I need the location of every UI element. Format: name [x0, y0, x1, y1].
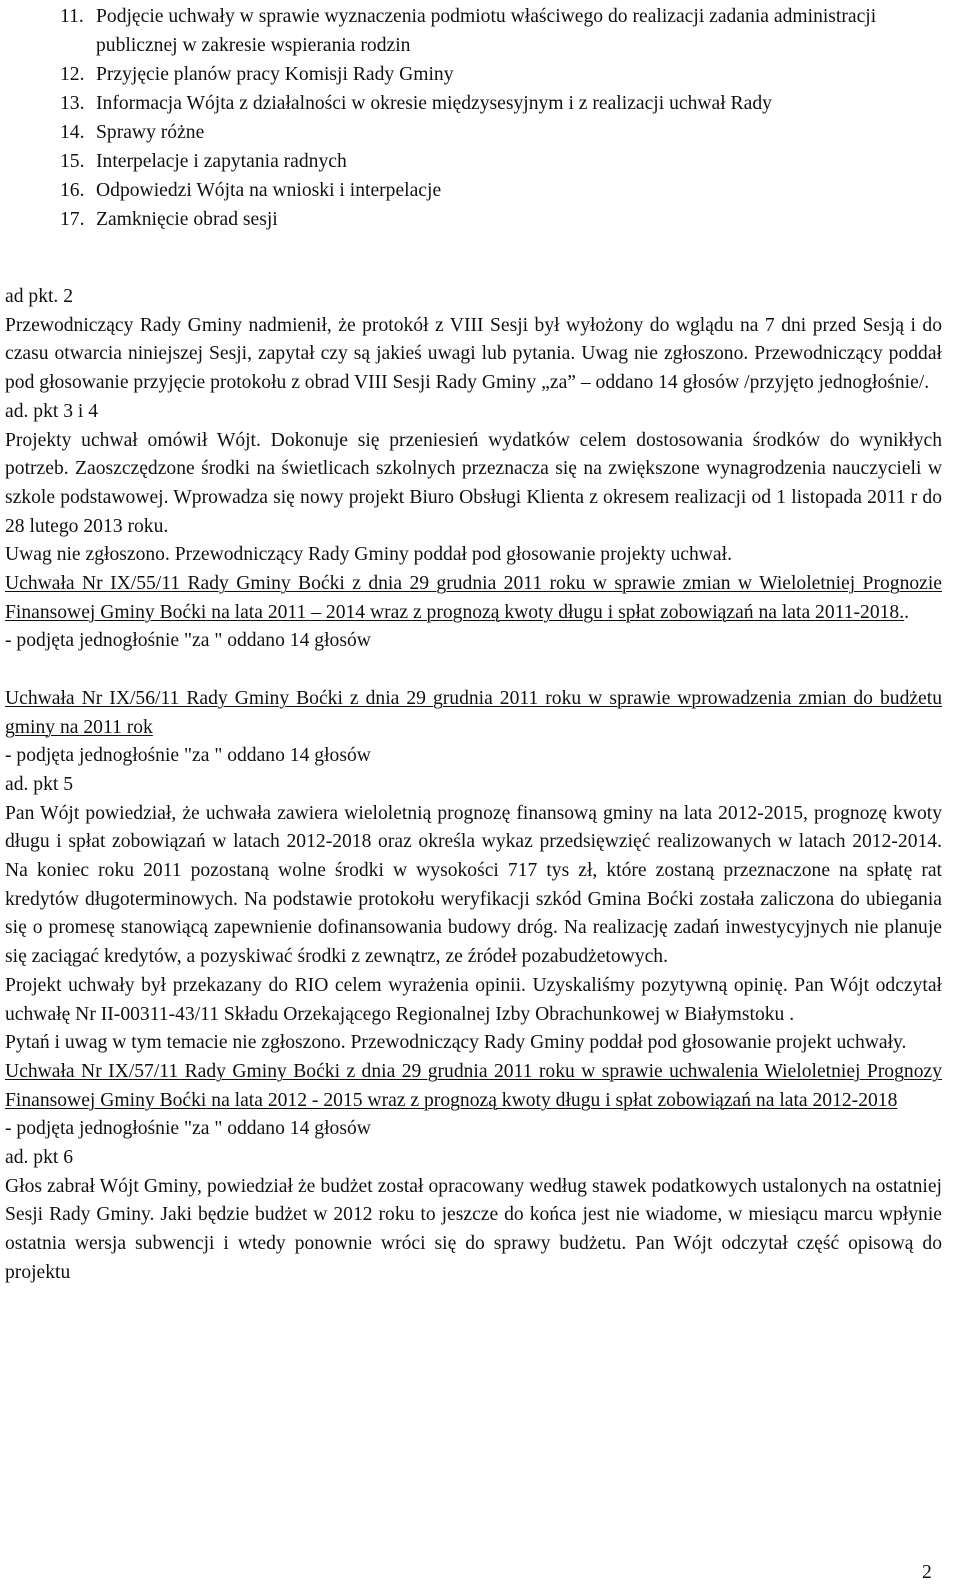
- agenda-number: 15.: [60, 151, 85, 172]
- paragraph-vote-request: Uwag nie zgłoszono. Przewodniczący Rady Gminy poddał pod głosowanie projekty uchwał.: [5, 544, 732, 566]
- minutes-body: [5, 283, 942, 1288]
- paragraph-pkt-3-4: Projekty uchwał omówił Wójt. Dokonuje się przeniesień wydatków celem dostosowania środków do wynikłych potrzeb. Zaoszczędzone środki na świetlicach szkolnych przeznacza się na zwiększone wynagrodzenia nauczycieli w szkole podstawowej. Wprowadza się nowy projekt Biuro Obsługi Klienta z okresem realizacji od 1 listopada 2011 r do 28 lutego 2013 roku.: [5, 429, 942, 537]
- agenda-number: 13.: [60, 93, 85, 114]
- agenda-item-16: [60, 176, 940, 205]
- paragraph-pkt-5: Pan Wójt powiedział, że uchwała zawiera wieloletnią prognozę finansową gminy na lata 2012-2015, prognozę kwoty długu i spłat zobowiązań w latach 2012-2018 oraz określa wykaz przedsięwzięć realizowanych w latach 2012-2014. Na koniec roku 2011 pozostaną wolne środki w wysokości 717 tys zł, które zostaną przeznaczone na spłatę rat kredytów długoterminowych. Na podstawie protokołu weryfikacji szkód Gmina Boćki została zaliczona do ubiegania się o promesę stanowiącą zapewnienie dofinansowania budowy dróg. Na realizację zadań inwestycyjnych nie planuje się zaciągać kredytów, a pozyskiwać środki z zewnątrz, ze źródeł pozabudżetowych.: [5, 802, 942, 968]
- section-heading-pkt-5: ad. pkt 5: [5, 773, 74, 795]
- agenda-text: Zamknięcie obrad sesji: [96, 209, 278, 230]
- agenda-text: Podjęcie uchwały w sprawie wyznaczenia podmiotu właściwego do realizacji zadania administracji publicznej w zakresie wspierania rodzin: [96, 6, 877, 56]
- vote-result-56: - podjęta jednogłośnie "za " oddano 14 głosów: [5, 745, 371, 767]
- agenda-item-11: [60, 2, 940, 60]
- vote-result-55: - podjęta jednogłośnie "za " oddano 14 głosów: [5, 630, 371, 652]
- section-heading-pkt-6: ad. pkt 6: [5, 1147, 74, 1169]
- agenda-text: Sprawy różne: [96, 122, 205, 143]
- agenda-text: Informacja Wójta z działalności w okresie międzysesyjnym i z realizacji uchwał Rady: [96, 93, 772, 114]
- paragraph-rio-opinion: Projekt uchwały był przekazany do RIO celem wyrażenia opinii. Uzyskaliśmy pozytywną opinię. Pan Wójt odczytał uchwałę Nr II-00311-43/11 Składu Orzekającego Regionalnej Izby Obrachunkowej w Białymstoku .: [5, 974, 942, 1025]
- agenda-item-15: [60, 147, 940, 176]
- vote-result-57: - podjęta jednogłośnie "za " oddano 14 głosów: [5, 1118, 371, 1140]
- resolution-trailing-dot: .: [904, 601, 910, 623]
- paragraph-pkt-6: Głos zabrał Wójt Gminy, powiedział że budżet został opracowany według stawek podatkowych ustalonych na ostatniej Sesji Rady Gminy. Jaki będzie budżet w 2012 roku to jeszcze do końca jest nie wiadome, w miesiącu marcu wpłynie ostatnia wersja subwencji i wtedy ponownie wróci się do sprawy budżetu. Pan Wójt odczytał część opisową do projektu: [5, 1175, 942, 1283]
- resolution-ix-55-11: [5, 570, 942, 627]
- agenda-text: Interpelacje i zapytania radnych: [96, 151, 347, 172]
- resolution-title: Uchwała Nr IX/56/11 Rady Gminy Boćki z dnia 29 grudnia 2011 roku w sprawie wprowadzenia zmian do budżetu gminy na 2011 rok: [5, 687, 942, 738]
- agenda-text: Przyjęcie planów pracy Komisji Rady Gminy: [96, 64, 454, 85]
- agenda-number: 16.: [60, 180, 85, 201]
- agenda-item-14: [60, 118, 940, 147]
- agenda-number: 17.: [60, 209, 85, 230]
- agenda-number: 12.: [60, 64, 85, 85]
- blank-line: [5, 656, 942, 685]
- resolution-title: Uchwała Nr IX/55/11 Rady Gminy Boćki z dnia 29 grudnia 2011 roku w sprawie zmian w Wieloletniej Prognozie Finansowej Gminy Boćki na lata 2011 – 2014 wraz z prognozą kwoty długu i spłat zobowiązań na lata 2011-2018.: [5, 573, 942, 623]
- section-heading-pkt-2: ad pkt. 2: [5, 286, 74, 307]
- agenda-list: [60, 2, 940, 234]
- resolution-ix-56-11: [5, 685, 942, 742]
- paragraph-vote-request-5: Pytań i uwag w tym temacie nie zgłoszono. Przewodniczący Rady Gminy poddał pod głosowanie projekt uchwały.: [5, 1032, 907, 1054]
- agenda-item-12: [60, 60, 940, 89]
- paragraph-pkt-2: Przewodniczący Rady Gminy nadmienił, że protokół z VIII Sesji był wyłożony do wglądu na 7 dni przed Sesją i do czasu otwarcia niniejszej Sesji, zapytał czy są jakieś uwagi lub pytania. Uwag nie zgłoszono. Przewodniczący poddał pod głosowanie przyjęcie protokołu z obrad VIII Sesji Rady Gminy „za” – oddano 14 głosów /przyjęto jednogłośnie/.: [5, 314, 942, 394]
- agenda-text: Odpowiedzi Wójta na wnioski i interpelacje: [96, 180, 442, 201]
- section-heading-pkt-3-4: ad. pkt 3 i 4: [5, 400, 99, 422]
- agenda-number: 14.: [60, 122, 85, 143]
- resolution-ix-57-11: [5, 1058, 942, 1115]
- agenda-item-13: [60, 89, 940, 118]
- page-number: 2: [922, 1562, 932, 1583]
- agenda-number: 11.: [60, 6, 84, 27]
- resolution-title: Uchwała Nr IX/57/11 Rady Gminy Boćki z dnia 29 grudnia 2011 roku w sprawie uchwalenia Wieloletniej Prognozy Finansowej Gminy Boćki na lata 2012 - 2015 wraz z prognozą kwoty długu i spłat zobowiązań na lata 2012-2018: [5, 1060, 942, 1111]
- agenda-item-17: [60, 205, 940, 234]
